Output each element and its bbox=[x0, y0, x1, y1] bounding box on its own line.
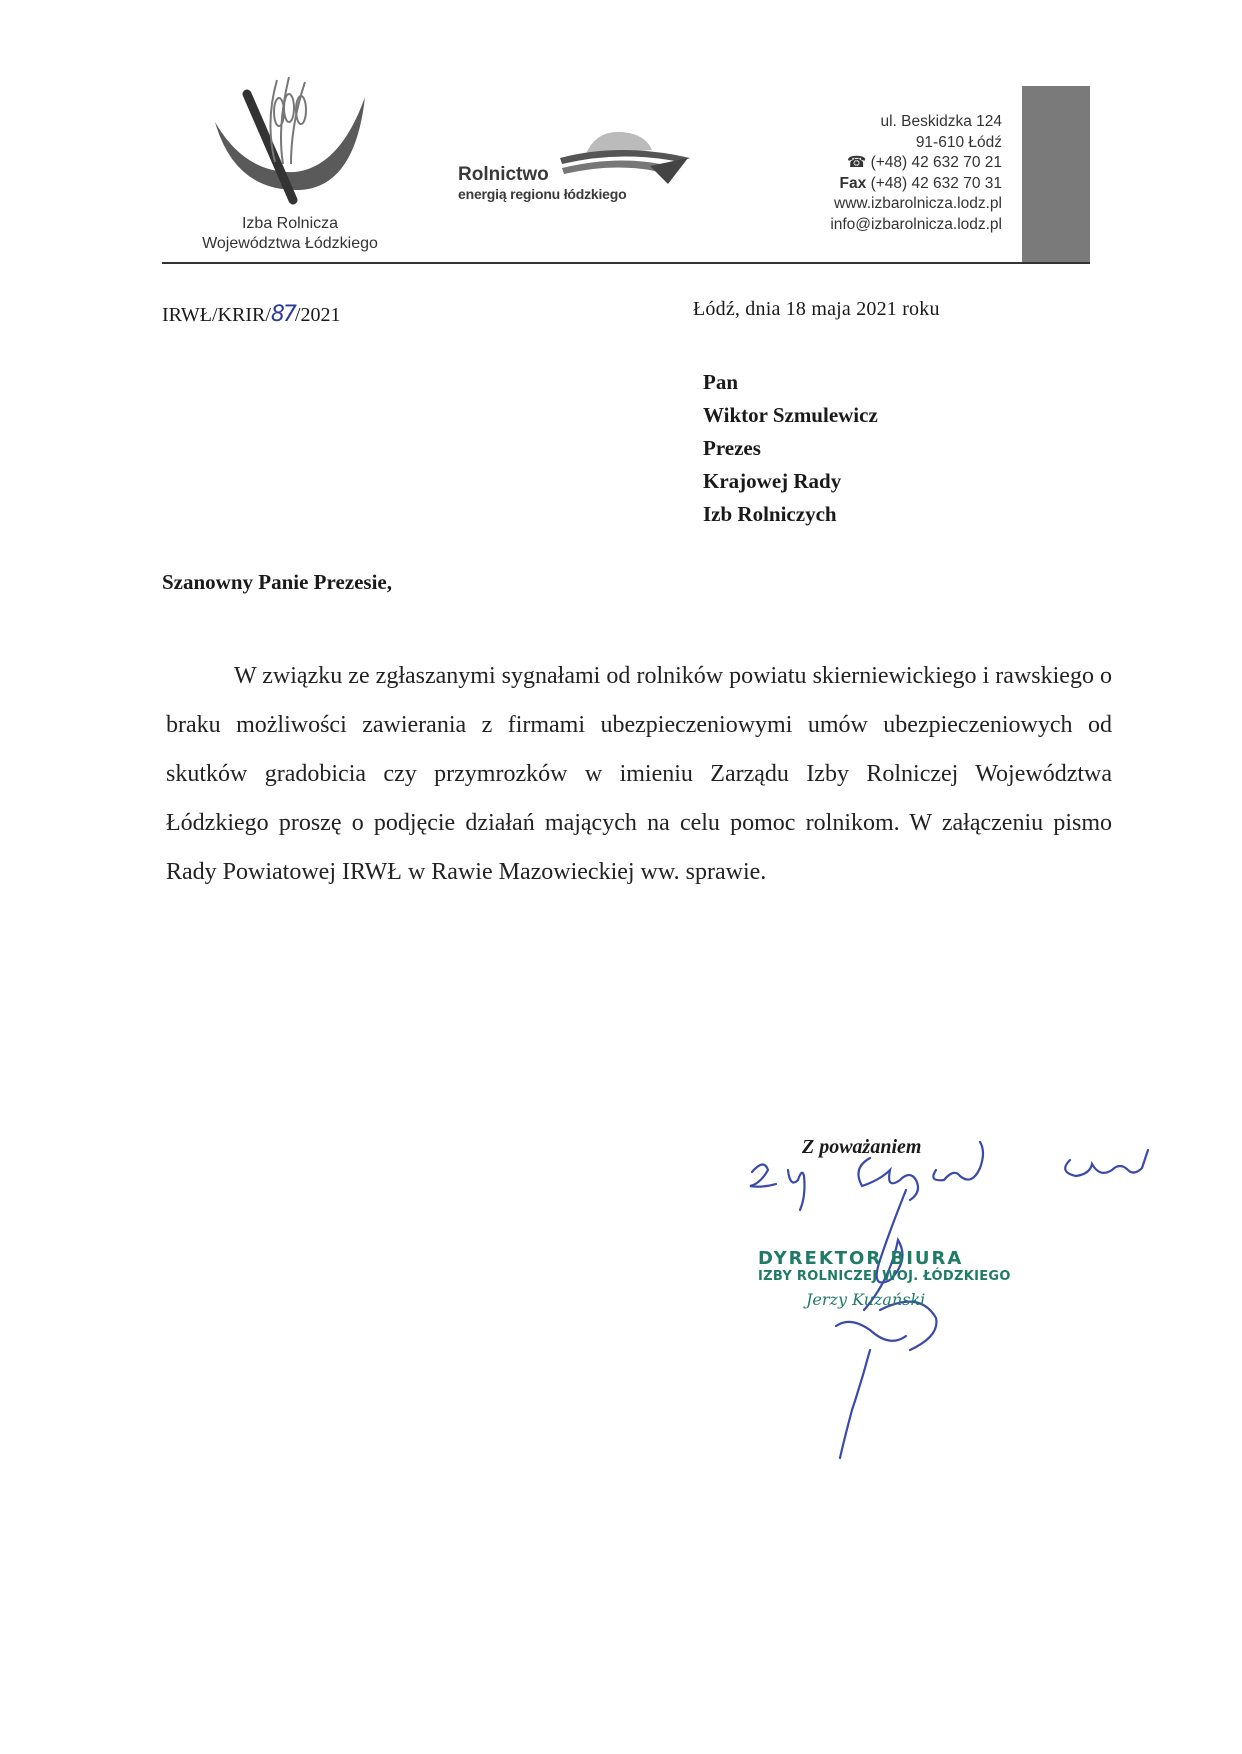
addressee-block bbox=[703, 366, 878, 531]
closing: Z poważaniem bbox=[802, 1136, 922, 1158]
stamp-title: DYREKTOR BIURA bbox=[758, 1248, 964, 1269]
fax-label: Fax bbox=[839, 174, 867, 192]
org-name-line1: Izba Rolnicza bbox=[241, 215, 339, 232]
addressee-line: Prezes bbox=[703, 436, 761, 460]
addressee-line: Wiktor Szmulewicz bbox=[703, 403, 878, 427]
header-divider bbox=[162, 262, 1090, 264]
reference-number bbox=[162, 302, 340, 327]
official-stamp bbox=[758, 1248, 1011, 1309]
body-paragraph: W związku ze zgłaszanymi sygnałami od rolników powiatu skierniewickiego i rawskiego o braku możliwości zawierania z firmami ubezpieczeniowymi umów ubezpieczeniowych od skutków gradobicia czy przymrozków w imieniu Zarządu Izby Rolniczej Województwa Łódzkiego proszę o podjęcie działań mających na celu pomoc rolnikom. W załączeniu pismo Rady Powiatowej IRWŁ w Rawie Mazowieckiej ww. sprawie. bbox=[166, 663, 1112, 885]
contact-www: www.izbarolnicza.lodz.pl bbox=[834, 195, 1002, 212]
contact-block bbox=[830, 112, 1002, 235]
contact-phone: ☎ (+48) 42 632 70 21 bbox=[846, 154, 1002, 171]
contact-street: ul. Beskidzka 124 bbox=[880, 113, 1002, 130]
contact-email: info@izbarolnicza.lodz.pl bbox=[830, 215, 1002, 233]
reference-handwritten-number: 87 bbox=[270, 302, 295, 327]
salutation: Szanowny Panie Prezesie, bbox=[162, 570, 392, 594]
contact-city: 91-610 Łódź bbox=[915, 133, 1002, 151]
header-accent-bar bbox=[1022, 86, 1090, 262]
letter-body bbox=[166, 652, 1112, 897]
slogan bbox=[458, 164, 626, 202]
slogan-title: Rolnictwo bbox=[458, 164, 549, 185]
contact-fax-line bbox=[830, 174, 1002, 195]
handwritten-signature bbox=[740, 1140, 1210, 1480]
contact-fax: (+48) 42 632 70 31 bbox=[866, 174, 1002, 192]
izba-rolnicza-logo bbox=[205, 72, 375, 212]
addressee-line: Pan bbox=[703, 370, 739, 394]
letter-date: Łódź, dnia 18 maja 2021 roku bbox=[693, 298, 940, 320]
slogan-subtitle: energią regionu łódzkiego bbox=[458, 186, 627, 202]
org-name-line2: Województwa Łódzkiego bbox=[202, 235, 378, 252]
addressee-line: Izb Rolniczych bbox=[703, 502, 837, 526]
stamp-name: Jerzy Kuzański bbox=[806, 1290, 926, 1309]
stamp-org: IZBY ROLNICZEJ WOJ. ŁÓDZKIEGO bbox=[758, 1269, 1011, 1284]
org-name bbox=[170, 214, 410, 254]
reference-suffix: /2021 bbox=[294, 304, 341, 326]
reference-prefix: IRWŁ/KRIR/ bbox=[162, 304, 271, 326]
addressee-line: Krajowej Rady bbox=[703, 469, 842, 493]
